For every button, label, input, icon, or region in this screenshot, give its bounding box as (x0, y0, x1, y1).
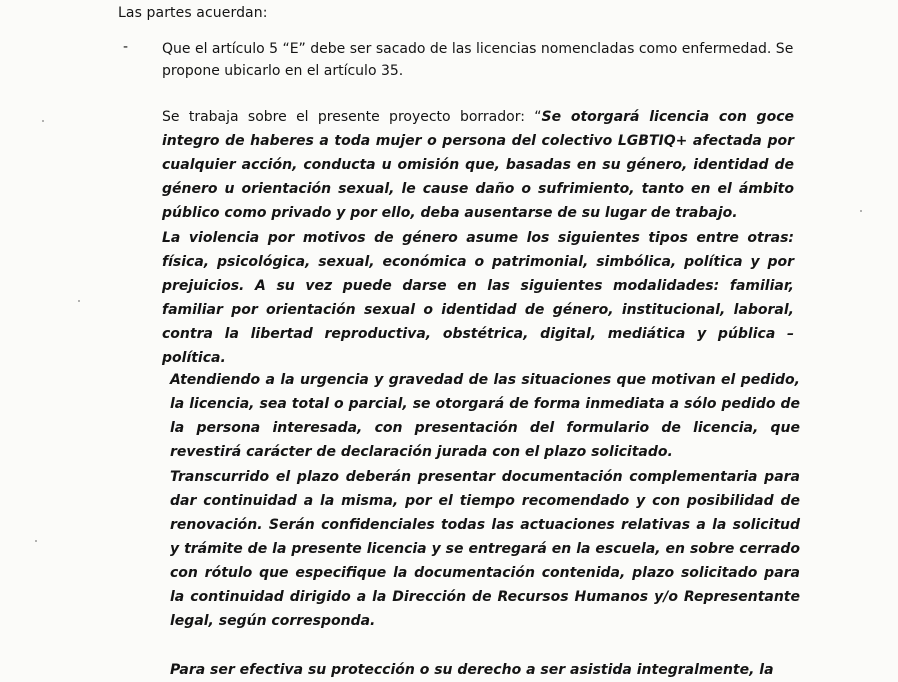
intro-line-1: Que el artículo 5 “E” debe ser sacado de las licencias nomencladas como enfermedad. Se (162, 41, 794, 57)
scan-speck (35, 540, 37, 542)
scan-speck (860, 210, 862, 212)
scan-speck (42, 120, 44, 122)
paragraph-4: Transcurrido el plazo deberán presentar documentación complementaria para dar continuidad a la misma, por el tiempo recomendado y con posibilidad de renovación. Serán confidenciales todas las actuaciones relativas a la solicitud y trámite de la presente licencia y se entregará en la escuela, en sobre cerrado con rótulo que especifique la documentación contenida, plazo solicitado para la continuidad dirigido a la Dirección de Recursos Humanos y/o Representante legal, según corresponda. (170, 469, 800, 629)
draft-lead-text: Se trabaja sobre el presente proyecto borrador: “ (162, 109, 542, 125)
agreement-heading: Las partes acuerdan: (118, 5, 268, 21)
intro-line-2: propone ubicarlo en el artículo 35. (162, 63, 404, 79)
paragraph-3: Atendiendo a la urgencia y gravedad de las situaciones que motivan el pedido, la licencia, sea total o parcial, se otorgará de forma inmediata a sólo pedido de la persona interesada, con presentación del formulario de licencia, que revestirá carácter de declaración jurada con el plazo solicitado. (170, 372, 800, 460)
paragraph-5-partial: Para ser efectiva su protección o su derecho a ser asistida integralmente, la (170, 662, 774, 678)
draft-paragraph-1 (162, 105, 794, 225)
paragraph-2: La violencia por motivos de género asume los siguientes tipos entre otras: física, psicológica, sexual, económica o patrimonial, simbólica, política y por prejuicios. A su vez puede darse en las siguientes modalidades: familiar, familiar por orientación sexual o identidad de género, institucional, laboral, contra la libertad reproductiva, obstétrica, digital, mediática y pública – política. (162, 230, 794, 366)
bullet-marker: - (123, 39, 129, 55)
scan-speck (78, 300, 80, 302)
paragraph-1-text: Se otorgará licencia con goce integro de haberes a toda mujer o persona del colectivo LGBTIQ+ afectada por cualquier acción, conducta u omisión que, basadas en su género, identidad de género u orientación sexual, le cause daño o sufrimiento, tanto en el ámbito público como privado y por ello, deba ausentarse de su lugar de trabajo. (162, 109, 794, 221)
